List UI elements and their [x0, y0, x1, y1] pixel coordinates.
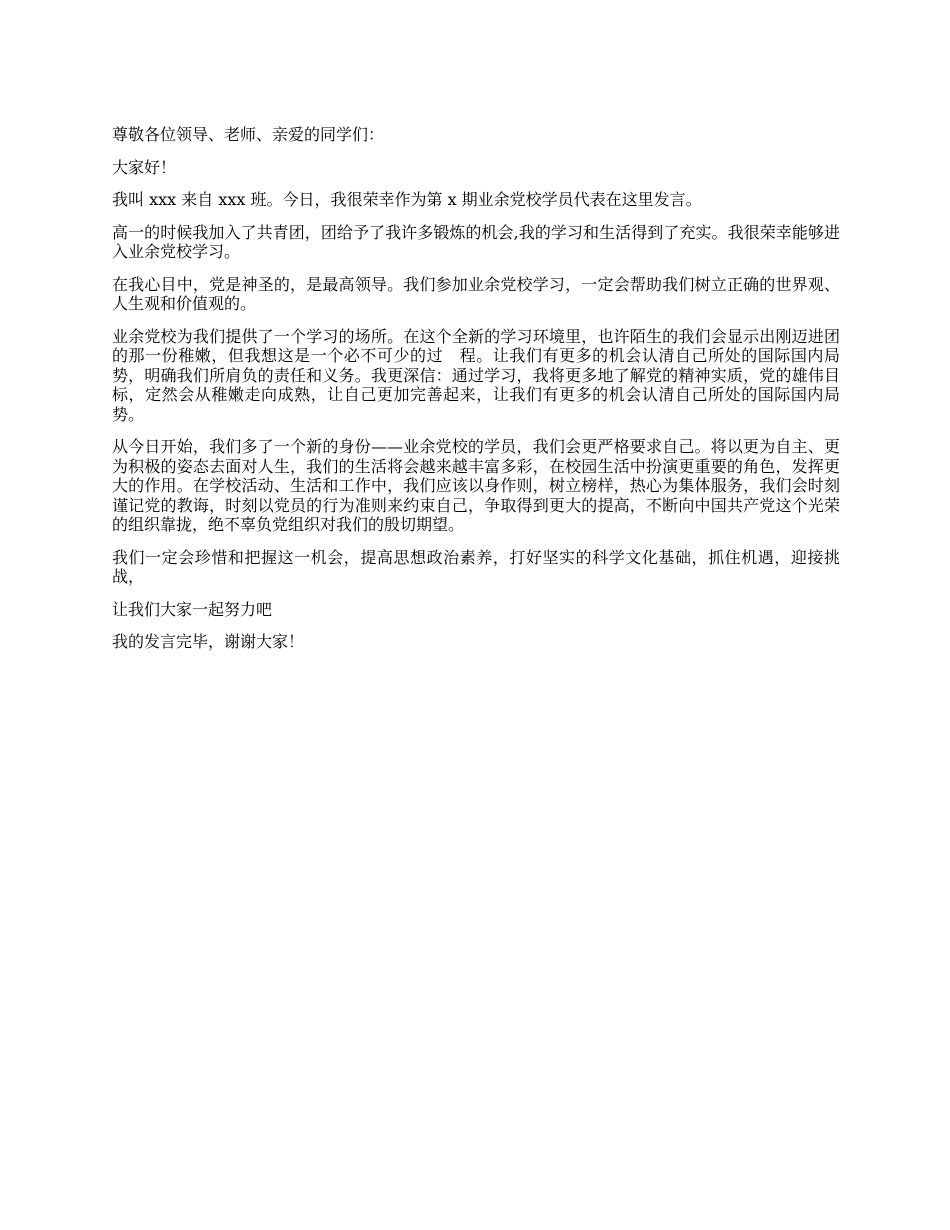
- closing: 我的发言完毕，谢谢大家！: [112, 632, 305, 651]
- paragraph-encouragement: 让我们大家一起努力吧: [112, 599, 273, 619]
- paragraph-youth-league: 高一的时候我加入了共青团，团给予了我许多锻炼的机会,我的学习和生活得到了充实。我很荣幸能够进入业余党校学习。: [112, 222, 840, 261]
- paragraph-new-identity: 从今日开始，我们多了一个新的身份——业余党校的学员，我们会更严格要求自己。将以更为自主、更为积极的姿态去面对人生，我们的生活将会越来越丰富多彩，在校园生活中扮演更重要的角色，发挥更大的作用。在学校活动、生活和工作中，我们应该以身作则，树立榜样，热心为集体服务，我们会时刻谨记党的教诲，时刻以党员的行为准则来约束自己，争取得到更大的提高，不断向中国共产党这个光荣的组织靠拢，绝不辜负党组织对我们的殷切期望。: [112, 437, 840, 534]
- paragraph-party-school: 业余党校为我们提供了一个学习的场所。在这个全新的学习环境里，也许陌生的我们会显示出刚迈进团的那一份稚嫩，但我想这是一个必不可少的过 程。让我们有更多的机会认清自己所处的国际国内局势，明确我们所肩负的责任和义务。我更深信：通过学习，我将更多地了解党的精神实质，党的雄伟目标，定然会从稚嫩走向成熟，让自己更加完善起来，让我们有更多的机会认清自己所处的国际国内局势。: [112, 326, 840, 424]
- document-body: [112, 125, 840, 665]
- paragraph-introduction: 我叫 xxx 来自 xxx 班。今日，我很荣幸作为第 x 期业余党校学员代表在这里发言。: [112, 190, 702, 209]
- salutation: 尊敬各位领导、老师、亲爱的同学们：: [112, 125, 385, 144]
- paragraph-opportunity: 我们一定会珍惜和把握这一机会，提高思想政治素养，打好坚实的科学文化基础，抓住机遇，迎接挑战，: [112, 547, 840, 586]
- greeting: 大家好！: [112, 157, 177, 177]
- paragraph-party-view: 在我心目中，党是神圣的，是最高领导。我们参加业余党校学习，一定会帮助我们树立正确的世界观、人生观和价值观的。: [112, 274, 840, 313]
